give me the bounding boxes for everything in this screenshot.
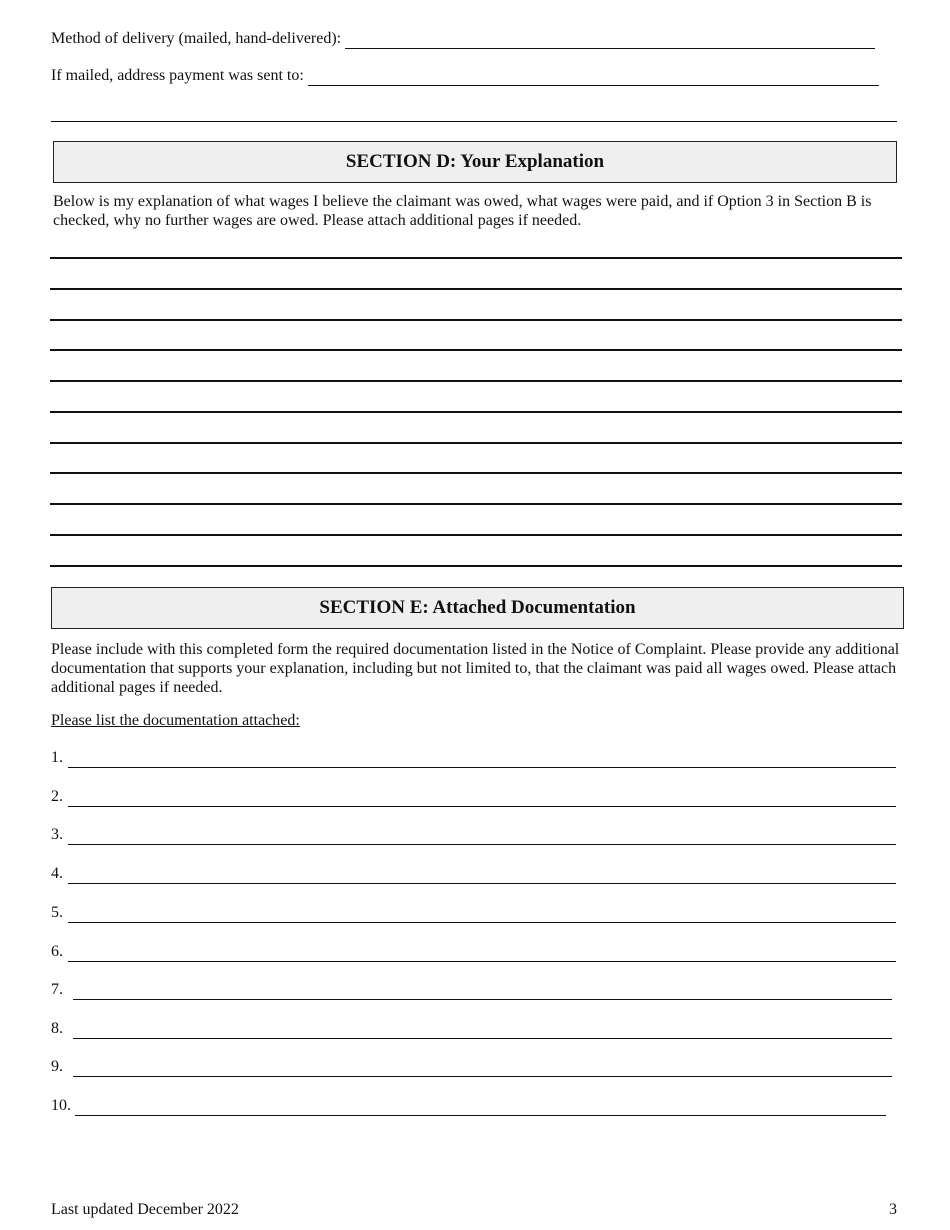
documentation-item-7-field[interactable]	[73, 985, 892, 1000]
documentation-item-5-field[interactable]	[68, 908, 896, 923]
documentation-item-2	[51, 785, 896, 807]
documentation-item-number: 10.	[51, 1097, 71, 1114]
documentation-item-10	[51, 1094, 886, 1116]
documentation-item-7	[51, 978, 892, 1000]
documentation-item-number: 9.	[51, 1058, 63, 1075]
page-number: 3	[889, 1201, 897, 1218]
explanation-line-4[interactable]	[50, 349, 902, 351]
section-d-instructions: Below is my explanation of what wages I believe the claimant was owed, what wages were paid, and if Option 3 in Section B is checked, why no further wages are owed. Please attach additional pages if needed.	[53, 193, 872, 229]
explanation-line-10[interactable]	[50, 534, 902, 536]
explanation-line-2[interactable]	[50, 288, 902, 290]
documentation-item-8-field[interactable]	[73, 1024, 892, 1039]
section-d-header	[53, 141, 897, 183]
delivery-method-row	[51, 27, 875, 49]
documentation-item-number: 8.	[51, 1020, 63, 1037]
payment-address-field-continued[interactable]	[51, 121, 897, 122]
documentation-item-3-field[interactable]	[68, 830, 896, 845]
documentation-item-1-field[interactable]	[68, 753, 896, 768]
section-e-instructions: Please include with this completed form the required documentation listed in the Notice of Complaint. Please provide any additional documentation that supports your explanation, including but not limited to, that the claimant was paid all wages owed. Please attach additional pages if needed.	[51, 641, 900, 696]
documentation-item-5	[51, 901, 896, 923]
documentation-item-4-field[interactable]	[68, 869, 896, 884]
explanation-line-3[interactable]	[50, 319, 902, 321]
section-e-title: SECTION E: Attached Documentation	[319, 597, 636, 618]
delivery-method-field[interactable]	[345, 32, 875, 49]
documentation-item-10-field[interactable]	[75, 1101, 886, 1116]
explanation-line-11[interactable]	[50, 565, 902, 567]
payment-address-label: If mailed, address payment was sent to:	[51, 67, 304, 84]
explanation-line-5[interactable]	[50, 380, 902, 382]
payment-address-row	[51, 64, 879, 86]
documentation-item-number: 6.	[51, 943, 63, 960]
delivery-method-label: Method of delivery (mailed, hand-delivered):	[51, 30, 342, 47]
documentation-list-heading: Please list the documentation attached:	[51, 712, 300, 729]
documentation-item-4	[51, 862, 896, 884]
documentation-item-3	[51, 823, 896, 845]
section-d-title: SECTION D: Your Explanation	[345, 151, 605, 172]
last-updated-text: Last updated December 2022	[51, 1201, 239, 1218]
explanation-line-9[interactable]	[50, 503, 902, 505]
explanation-line-7[interactable]	[50, 442, 902, 444]
documentation-item-1	[51, 746, 896, 768]
documentation-item-9-field[interactable]	[73, 1062, 892, 1077]
payment-address-field[interactable]	[308, 69, 879, 86]
explanation-line-8[interactable]	[50, 472, 902, 474]
documentation-item-9	[51, 1055, 892, 1077]
documentation-item-number: 2.	[51, 788, 63, 805]
explanation-line-6[interactable]	[50, 411, 902, 413]
documentation-item-number: 3.	[51, 826, 63, 843]
explanation-line-1[interactable]	[50, 257, 902, 259]
documentation-item-6	[51, 940, 896, 962]
documentation-item-number: 4.	[51, 865, 63, 882]
documentation-item-6-field[interactable]	[68, 947, 896, 962]
documentation-item-number: 7.	[51, 981, 63, 998]
section-e-header	[51, 587, 904, 629]
documentation-item-number: 5.	[51, 904, 63, 921]
documentation-item-number: 1.	[51, 749, 63, 766]
documentation-item-2-field[interactable]	[68, 792, 896, 807]
documentation-item-8	[51, 1017, 892, 1039]
